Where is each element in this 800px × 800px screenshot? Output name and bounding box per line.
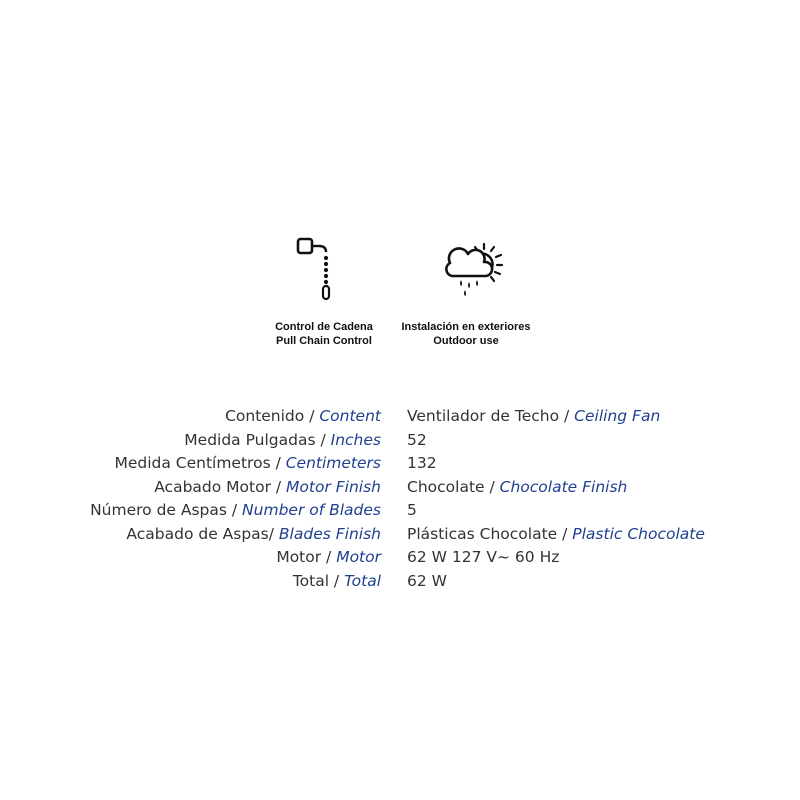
outdoor-weather-icon [440, 238, 512, 298]
spec-label: Motor / Motor [276, 548, 381, 566]
pull-chain-label-en: Pull Chain Control [276, 335, 372, 347]
spec-label: Acabado de Aspas/ Blades Finish [126, 524, 381, 543]
pull-chain-icon [292, 234, 340, 304]
spec-label: Total / Total [292, 571, 381, 590]
spec-row-motor [0, 546, 800, 570]
spec-value: Chocolate / Chocolate Finish [407, 477, 628, 496]
label-es: Acabado de Aspas [126, 524, 269, 543]
spec-value: 62 W [407, 571, 447, 590]
spec-label: Medida Pulgadas / Inches [184, 430, 381, 449]
spec-row-inches [0, 429, 800, 453]
spec-value: Ventilador de Techo / Ceiling Fan [407, 407, 661, 425]
label-en: Inches [330, 430, 381, 449]
label-es: Motor [276, 548, 322, 566]
spec-row-motor-finish [0, 476, 800, 500]
value-en: Plastic Chocolate [572, 524, 705, 543]
label-es: Contenido [225, 407, 305, 425]
label-es: Medida Centímetros [114, 454, 271, 472]
label-en: Total [344, 571, 381, 590]
spec-row-content [0, 405, 800, 429]
label-en: Motor Finish [286, 477, 381, 496]
spec-value: 5 [407, 501, 417, 519]
label-es: Acabado Motor [154, 477, 271, 496]
spec-label: Número de Aspas / Number of Blades [90, 501, 381, 519]
label-en: Content [319, 407, 381, 425]
spec-label: Medida Centímetros / Centimeters [114, 454, 381, 472]
value-en: Ceiling Fan [574, 407, 661, 425]
label-en: Centimeters [285, 454, 381, 472]
value-es: Chocolate [407, 477, 485, 496]
spec-row-blades [0, 499, 800, 523]
spec-value: Plásticas Chocolate / Plastic Chocolate [407, 524, 705, 543]
spec-table [0, 405, 800, 593]
spec-value: 62 W 127 V~ 60 Hz [407, 548, 560, 566]
outdoor-use-label-es: Instalación en exteriores [401, 321, 531, 333]
label-es: Medida Pulgadas [184, 430, 316, 449]
label-en: Blades Finish [278, 524, 381, 543]
spec-row-centimeters [0, 452, 800, 476]
label-en: Number of Blades [242, 501, 381, 519]
outdoor-use-label [366, 320, 566, 348]
label-en: Motor [336, 548, 381, 566]
spec-label: Acabado Motor / Motor Finish [154, 477, 381, 496]
pull-chain-label-es: Control de Cadena [275, 321, 373, 333]
value-en: Chocolate Finish [499, 477, 628, 496]
outdoor-use-label-en: Outdoor use [433, 335, 499, 347]
value-es: Plásticas Chocolate [407, 524, 558, 543]
spec-label: Contenido / Content [225, 407, 381, 425]
label-es: Número de Aspas [90, 501, 227, 519]
spec-value: 52 [407, 430, 427, 449]
spec-row-total [0, 570, 800, 594]
spec-value: 132 [407, 454, 437, 472]
label-es: Total [292, 571, 329, 590]
value-es: Ventilador de Techo [407, 407, 560, 425]
spec-row-blades-finish [0, 523, 800, 547]
